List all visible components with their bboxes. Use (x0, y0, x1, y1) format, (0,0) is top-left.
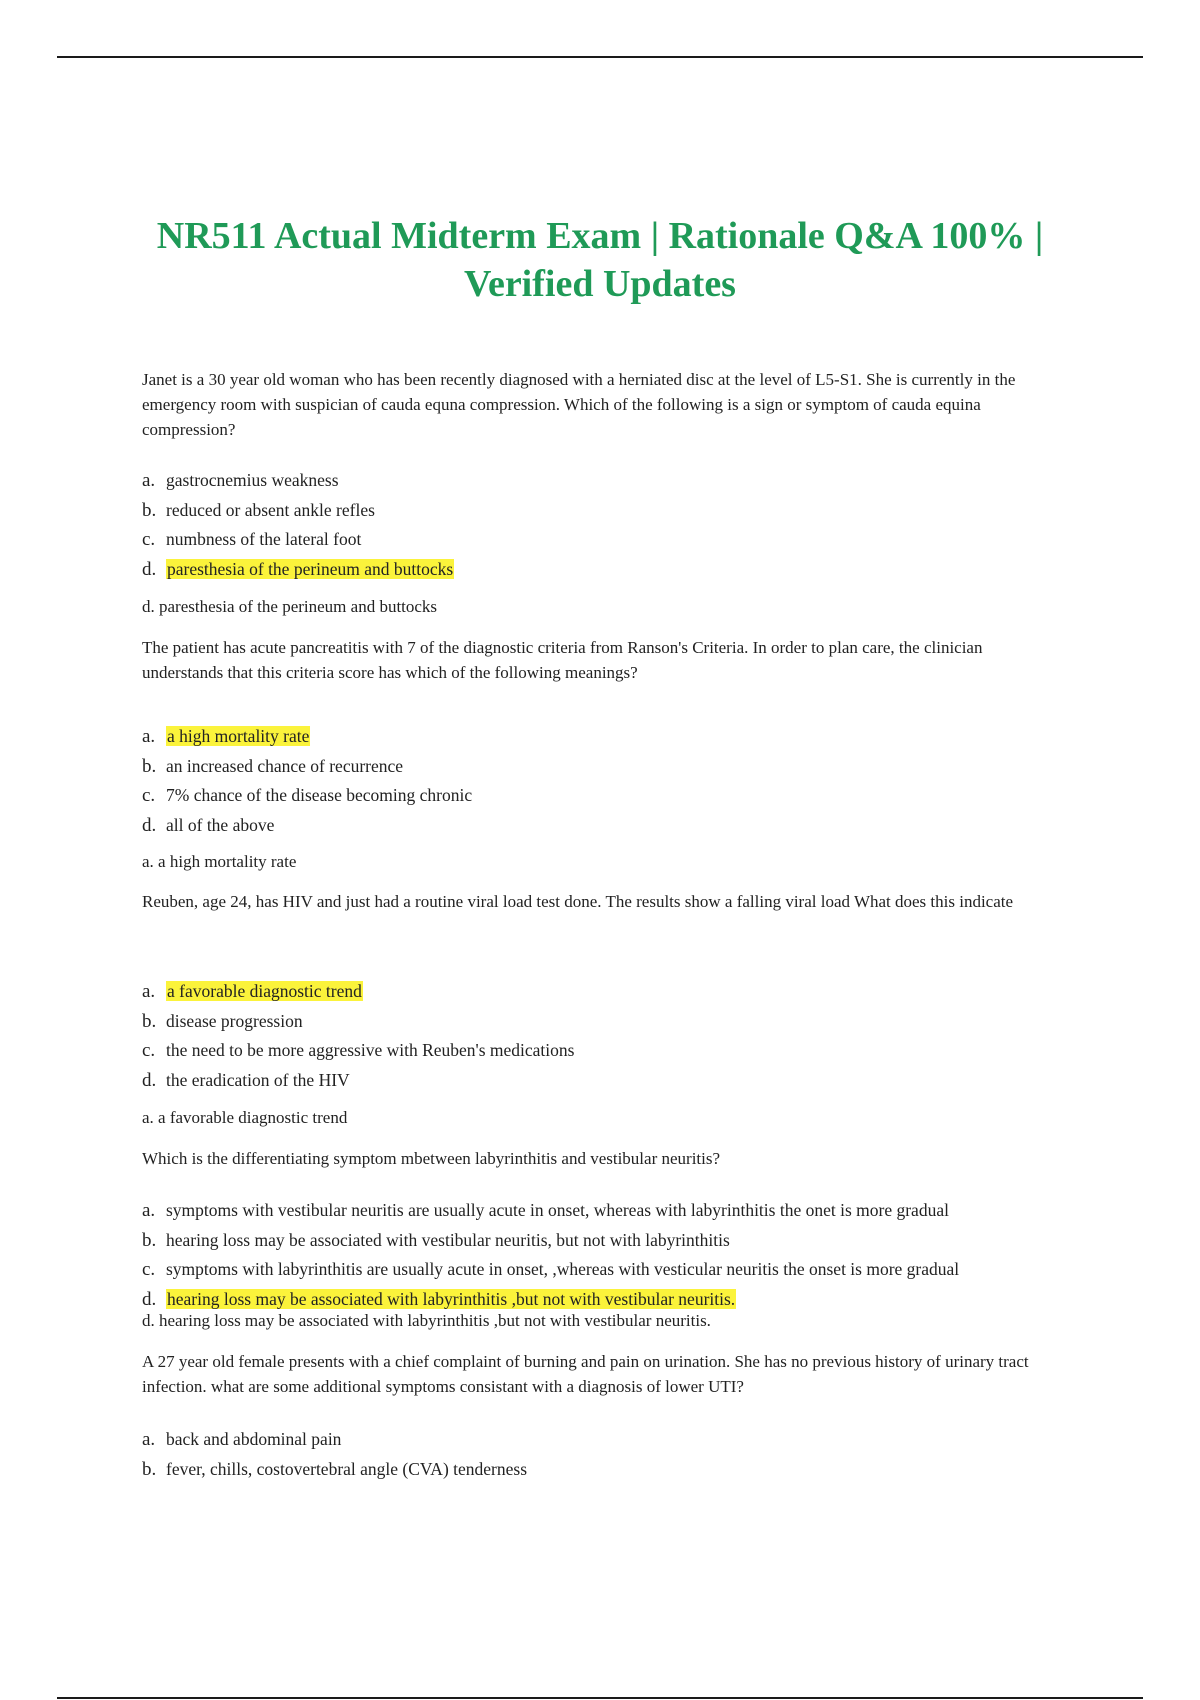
answer-1: d. paresthesia of the perineum and buttocks (142, 597, 438, 616)
option-3a: a. a favorable diagnostic trend (142, 981, 362, 1002)
option-3d: d. the eradication of the HIV (142, 1069, 350, 1091)
option-3c: c. the need to be more aggressive with Reuben's medications (142, 1040, 575, 1061)
highlighted-answer: hearing loss may be associated with labyrinthitis ,but not with vestibular neuritis. (167, 1288, 736, 1309)
answer-3: a. a favorable diagnostic trend (142, 1108, 348, 1127)
option-3b: b. disease progression (142, 1010, 303, 1032)
question-4-text: Which is the differentiating symptom mbetween labyrinthitis and vestibular neuritis? (142, 1149, 721, 1168)
option-1c: c. numbness of the lateral foot (142, 529, 362, 550)
option-2c: c. 7% chance of the disease becoming chronic (142, 785, 473, 806)
question-3-options (142, 977, 1082, 1095)
highlighted-answer: paresthesia of the perineum and buttocks (167, 558, 454, 579)
bottom-rule (57, 1697, 1143, 1699)
highlighted-answer: a favorable diagnostic trend (167, 981, 362, 1001)
answer-2: a. a high mortality rate (142, 852, 297, 871)
option-4a: a. symptoms with vestibular neuritis are usually acute in onset, whereas with labyrinthitis the onet is more gradual (142, 1200, 949, 1221)
question-4-options (142, 1196, 1082, 1314)
option-2d: d. all of the above (142, 814, 275, 836)
question-1-text: Janet is a 30 year old woman who has been recently diagnosed with a herniated disc at the level of L5-S1. She is currently in the emergency room with suspician of cauda equna compression. Which of the following is a sign or symptom of cauda equina compression? (142, 370, 1016, 439)
option-4d: d. hearing loss may be associated with labyrinthitis ,but not with vestibular neuritis. (142, 1288, 736, 1310)
question-5-options (142, 1425, 1082, 1484)
highlighted-answer: a high mortality rate (167, 726, 310, 746)
top-rule (57, 56, 1143, 58)
question-2-options (142, 722, 1082, 840)
document-title: NR511 Actual Midterm Exam | Rationale Q&A 100% | Verified Updates (156, 215, 1044, 305)
option-1d: d. paresthesia of the perineum and buttocks (142, 558, 454, 580)
option-1b: b. reduced or absent ankle refles (142, 499, 375, 521)
option-5a: a. back and abdominal pain (142, 1429, 342, 1450)
question-2-text: The patient has acute pancreatitis with 7 of the diagnostic criteria from Ranson's Criteria. In order to plan care, the clinician understands that this criteria score has which of the following meanings? (142, 638, 983, 682)
option-2a: a. a high mortality rate (142, 726, 310, 747)
answer-4: d. hearing loss may be associated with labyrinthitis ,but not with vestibular neuritis. (142, 1311, 711, 1330)
option-5b: b. fever, chills, costovertebral angle (CVA) tenderness (142, 1458, 528, 1480)
option-4c: c. symptoms with labyrinthitis are usually acute in onset, ,whereas with vesticular neuritis the onset is more gradual (142, 1259, 960, 1280)
question-5-text: A 27 year old female presents with a chief complaint of burning and pain on urination. She has no previous history of urinary tract infection. what are some additional symptoms consistant with a diagnosis of lower UTI? (142, 1352, 1029, 1396)
option-4b: b. hearing loss may be associated with vestibular neuritis, but not with labyrinthitis (142, 1229, 730, 1251)
option-2b: b. an increased chance of recurrence (142, 755, 404, 777)
option-1a: a. gastrocnemius weakness (142, 470, 339, 491)
question-1-options (142, 466, 1082, 584)
question-3-text: Reuben, age 24, has HIV and just had a routine viral load test done. The results show a falling viral load What does this indicate (142, 892, 1014, 911)
